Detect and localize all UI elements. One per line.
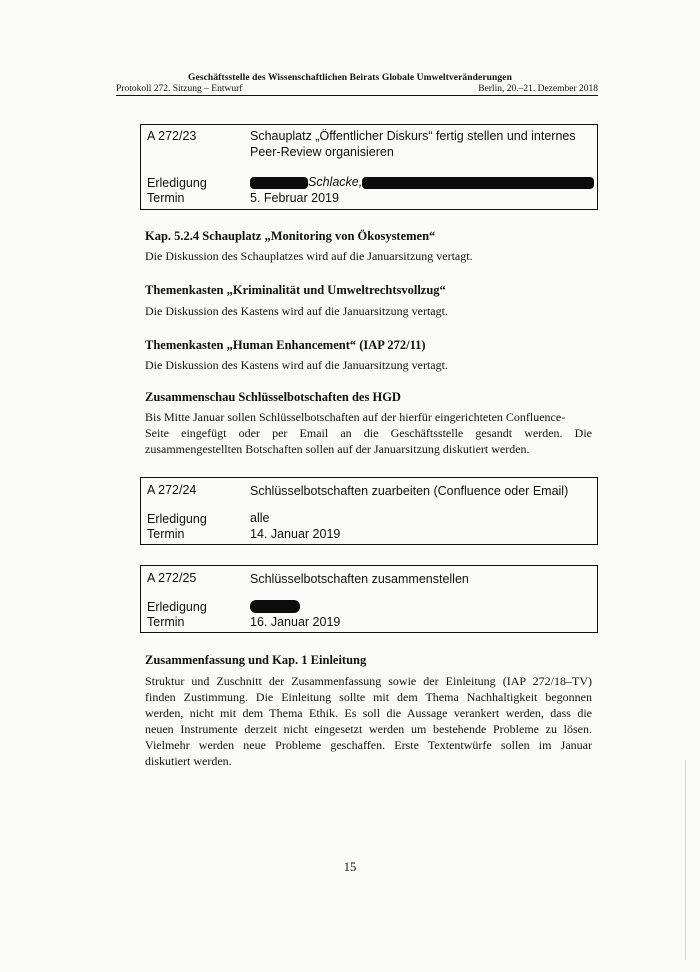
section-text-kriminalitaet: Die Diskussion des Kastens wird auf die Januarsitzung vertagt.: [145, 304, 448, 318]
erledigung-label: Erledigung: [147, 512, 207, 526]
text-line: Bis Mitte Januar sollen Schlüsselbotschaften auf der hierfür eingerichteten Confluence-: [145, 410, 566, 424]
erledigung-label: Erledigung: [147, 600, 207, 614]
text-line: Struktur und Zuschnitt der Zusammenfassung sowie der Einleitung (IAP 272/18–TV): [145, 674, 592, 688]
erledigung-name: Schlacke,: [308, 175, 363, 189]
task-box-a272-24: [140, 477, 598, 545]
text-line: zusammengestellten Botschaften sollen auf der Januarsitzung diskutiert werden.: [145, 442, 530, 456]
scan-edge-line: [685, 760, 686, 960]
header-row: [116, 84, 598, 96]
termin-label: Termin: [147, 615, 185, 629]
task-title: Schlüsselbotschaften zuarbeiten (Confluence oder Email): [250, 484, 569, 498]
task-title: Schlüsselbotschaften zusammenstellen: [250, 572, 469, 586]
text-line: finden Zustimmung. Die Einleitung sollte mit dem Thema Nachhaltigkeit begonnen: [145, 690, 592, 704]
section-text-zusammenfassung: [145, 673, 592, 769]
task-id: A 272/24: [147, 483, 197, 497]
task-title: [250, 128, 576, 160]
text-line: neuen Instrumente derzeit nicht eingesetzt werden um bestehende Probleme zu lösen.: [145, 722, 592, 736]
termin-value: 14. Januar 2019: [250, 527, 341, 541]
erledigung-value: [250, 174, 594, 190]
section-heading-kriminalitaet: Themenkasten „Kriminalität und Umweltrechtsvollzug“: [145, 283, 446, 297]
place-date: Berlin, 20.–21. Dezember 2018: [478, 84, 598, 94]
section-heading-zusammenfassung: Zusammenfassung und Kap. 1 Einleitung: [145, 653, 367, 667]
task-box-a272-25: [140, 565, 598, 633]
text-line: Seite eingefügt oder per Email an die Geschäftsstelle gesandt werden. Die: [145, 426, 592, 440]
institution-header: Geschäftsstelle des Wissenschaftlichen Beirats Globale Umweltveränderungen: [188, 73, 512, 83]
redaction-block: [250, 600, 300, 613]
task-title-line: Schauplatz „Öffentlicher Diskurs“ fertig stellen und internes: [250, 129, 576, 143]
text-line: werden, nicht mit dem Thema Ethik. Es soll die Aussage verankert werden, dass die: [145, 706, 592, 720]
section-text-monitoring: Die Diskussion des Schauplatzes wird auf die Januarsitzung vertagt.: [145, 249, 473, 263]
text-line: diskutiert werden.: [145, 754, 232, 768]
erledigung-value: alle: [250, 511, 270, 525]
section-text-human: Die Diskussion des Kastens wird auf die Januarsitzung vertagt.: [145, 358, 448, 372]
termin-label: Termin: [147, 191, 185, 205]
redaction-block: [250, 177, 308, 189]
text-line: Vielmehr werden neue Probleme geschaffen. Erste Textentwürfe sollen im Januar: [145, 738, 592, 752]
page-number: 15: [343, 860, 357, 874]
task-box-a272-23: [140, 124, 598, 210]
termin-value: 5. Februar 2019: [250, 191, 339, 205]
protocol-label: Protokoll 272. Sitzung – Entwurf: [116, 84, 243, 94]
termin-value: 16. Januar 2019: [250, 615, 341, 629]
section-heading-monitoring: Kap. 5.2.4 Schauplatz „Monitoring von Ökosystemen“: [145, 229, 436, 243]
section-heading-human: Themenkasten „Human Enhancement“ (IAP 272/11): [145, 338, 426, 352]
task-id: A 272/25: [147, 571, 197, 585]
task-title-line: Peer-Review organisieren: [250, 145, 394, 159]
section-text-zusammenschau: [145, 409, 592, 457]
task-id: A 272/23: [147, 129, 197, 143]
redaction-block: [362, 177, 594, 189]
section-heading-zusammenschau: Zusammenschau Schlüsselbotschaften des HGD: [145, 390, 401, 404]
erledigung-label: Erledigung: [147, 176, 207, 190]
erledigung-value: [250, 598, 300, 614]
termin-label: Termin: [147, 527, 185, 541]
